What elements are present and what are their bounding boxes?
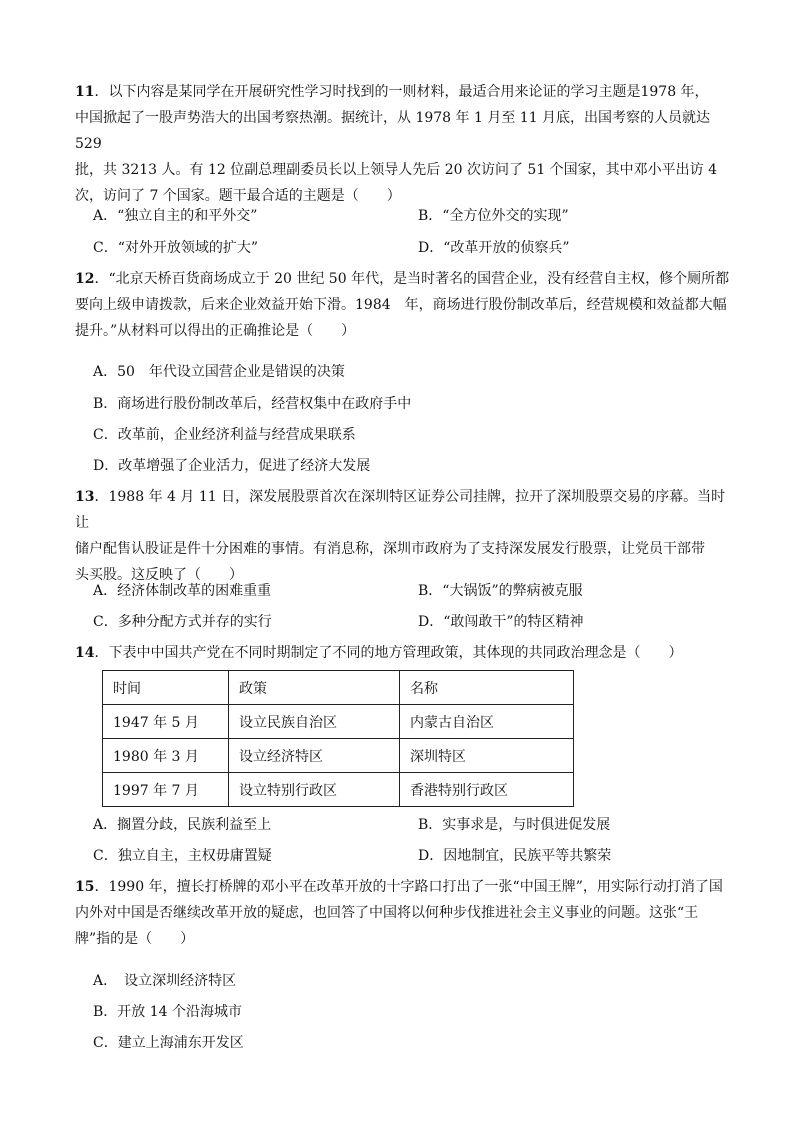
table-header-cell: 政策	[229, 671, 400, 705]
question-13-option-d[interactable]: D．“敢闯敢干”的特区精神	[418, 614, 584, 630]
question-12-option-d[interactable]: D．改革增强了企业活力，促进了经济大发展	[93, 458, 371, 474]
question-15-option-b[interactable]: B．开放 14 个沿海城市	[93, 1004, 243, 1020]
table-cell: 香港特别行政区	[400, 773, 574, 807]
question-15-option-a[interactable]: A． 设立深圳经济特区	[93, 973, 237, 989]
table-row	[103, 705, 574, 739]
question-12-option-a[interactable]: A．50 年代设立国营企业是错误的决策	[93, 364, 345, 380]
question-13-option-c[interactable]: C．多种分配方式并存的实行	[93, 614, 272, 630]
table-header-cell: 名称	[400, 671, 574, 705]
question-14-stem: 14．下表中中国共产党在不同时期制定了不同的地方管理政策，其体现的共同政治理念是（ ）	[75, 645, 683, 661]
question-14-option-b[interactable]: B．实事求是，与时俱进促发展	[418, 817, 611, 833]
question-11-option-b[interactable]: B．“全方位外交的实现”	[418, 208, 569, 224]
question-11-stem: 11．以下内容是某同学在开展研究性学习时找到的一则材料，最适合用来论证的学习主题是1978 年， 中国掀起了一股声势浩大的出国考察热潮。据统计，从 1978 年 1 月至 11 月底，出国考察的人员就达 529 批，共 3213 人。有 12 位副总理副委员长以上领导人先后 20 次访问了 51 个国家，其中邓小平出访 4 次，访问了 7 个国家。题干最合适的主题是（ ）	[75, 84, 718, 204]
policy-table	[102, 670, 574, 807]
table-cell: 1997 年 7 月	[103, 773, 229, 807]
question-13-option-b[interactable]: B．“大锅饭”的弊病被克服	[418, 583, 583, 599]
question-14-option-a[interactable]: A．搁置分歧，民族利益至上	[93, 817, 272, 833]
table-row	[103, 739, 574, 773]
question-15-stem: 15．1990 年，擅长打桥牌的邓小平在改革开放的十字路口打出了一张“中国王牌”，用实际行动打消了国 内外对中国是否继续改革开放的疑虑，也回答了中国将以何种步伐推进社会主义事业的问题。这张“王 牌”指的是（ ）	[75, 879, 723, 947]
question-11-option-c[interactable]: C．“对外开放领域的扩大”	[93, 240, 259, 256]
table-cell: 深圳特区	[400, 739, 574, 773]
table-header-row	[103, 671, 574, 705]
question-15-option-c[interactable]: C．建立上海浦东开发区	[93, 1035, 244, 1051]
table-cell: 设立民族自治区	[229, 705, 400, 739]
table-cell: 设立特别行政区	[229, 773, 400, 807]
question-14-option-c[interactable]: C．独立自主，主权毋庸置疑	[93, 848, 272, 864]
table-cell: 设立经济特区	[229, 739, 400, 773]
question-12-option-c[interactable]: C．改革前，企业经济利益与经营成果联系	[93, 427, 356, 443]
question-12-stem: 12．“北京天桥百货商场成立于 20 世纪 50 年代，是当时著名的国营企业，没有经营自主权，修个厕所都 要向上级申请拨款，后来企业效益开始下滑。1984 年，商场进行股份制改革后，经营规模和效益都大幅 提升。”从材料可以得出的正确推论是（ ）	[75, 271, 730, 339]
question-11-option-a[interactable]: A．“独立自主的和平外交”	[93, 208, 258, 224]
table-cell: 1947 年 5 月	[103, 705, 229, 739]
table-cell: 内蒙古自治区	[400, 705, 574, 739]
question-14-option-d[interactable]: D．因地制宜，民族平等共繁荣	[418, 848, 612, 864]
table-row	[103, 773, 574, 807]
table-header-cell: 时间	[103, 671, 229, 705]
question-11-option-d[interactable]: D．“改革开放的侦察兵”	[418, 240, 570, 256]
question-13-stem: 13．1988 年 4 月 11 日，深发展股票首次在深圳特区证券公司挂牌，拉开了深圳股票交易的序幕。当时让 储户配售认股证是件十分困难的事情。有消息称，深圳市政府为了支持深发展发行股票，让党员干部带 头买股。这反映了（ ）	[75, 489, 726, 583]
question-12-option-b[interactable]: B．商场进行股份制改革后，经营权集中在政府手中	[93, 396, 412, 412]
question-13-option-a[interactable]: A．经济体制改革的困难重重	[93, 583, 272, 599]
table-cell: 1980 年 3 月	[103, 739, 229, 773]
